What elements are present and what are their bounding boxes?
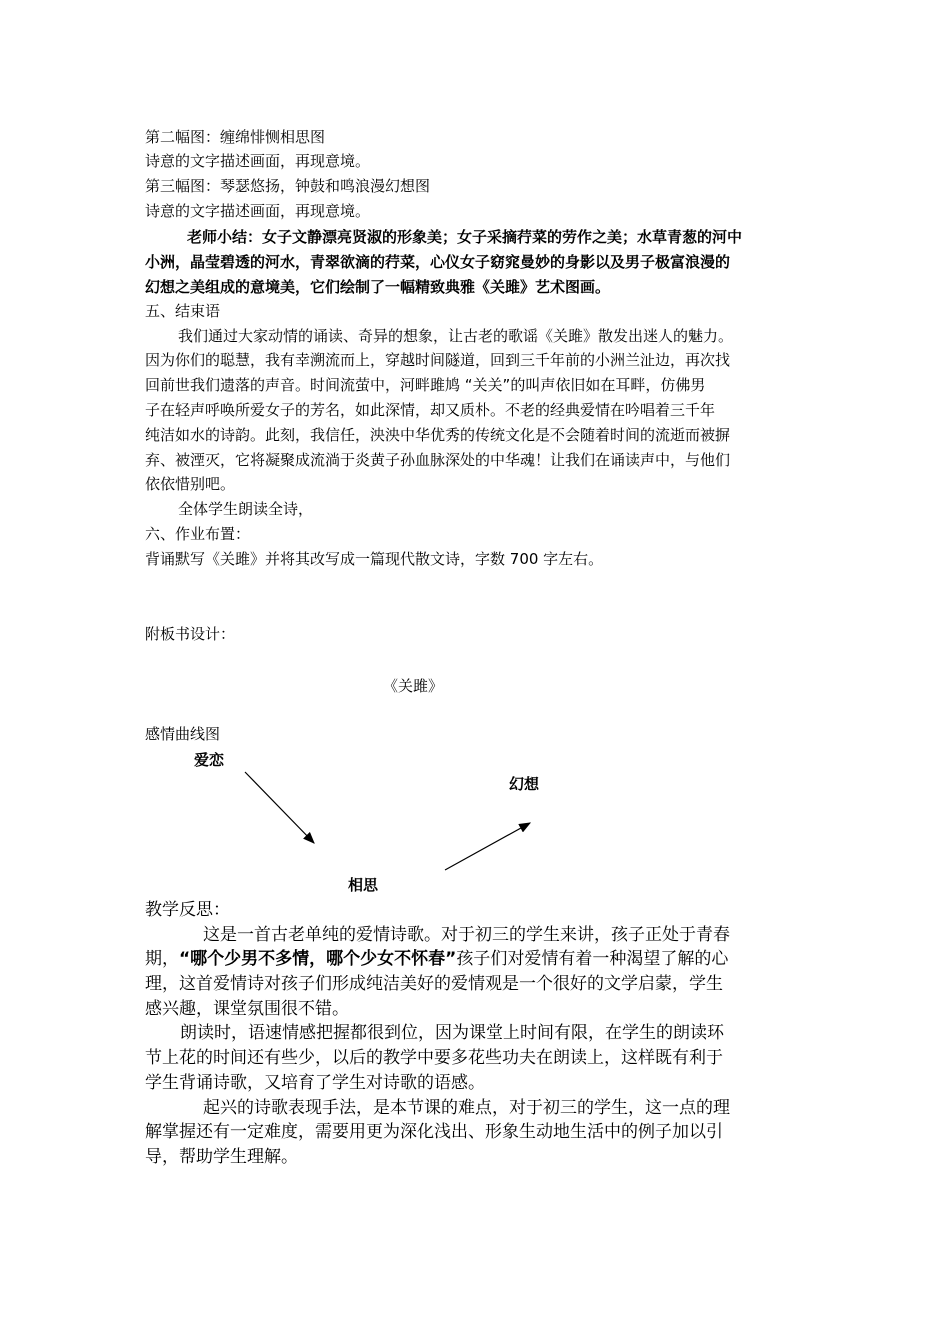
reflection-p1-line-3: 理，这首爱情诗对孩子们形成纯洁美好的爱情观是一个很好的文学启蒙，学生 (145, 974, 723, 994)
node-longing: 相思 (348, 876, 379, 894)
reflection-heading: 教学反思： (145, 900, 230, 920)
board-heading: 附板书设计： (145, 625, 236, 643)
closing-line-5: 纯洁如水的诗韵。此刻，我信任，泱泱中华优秀的传统文化是不会随着时间的流逝而被摒 (145, 426, 731, 444)
reflection-p3-line-2: 解掌握还有一定难度，需要用更为深化浅出、形象生动地生活中的例子加以引 (145, 1122, 723, 1142)
curve-label: 感情曲线图 (145, 725, 221, 743)
reflection-p1-line-4: 感兴趣，课堂氛围很不错。 (145, 999, 349, 1019)
summary-line-1: 老师小结：女子文静漂亮贤淑的形象美；女子采摘荇菜的劳作之美；水草青葱的河中 (187, 228, 743, 246)
pic2-desc: 诗意的文字描述画面，再现意境。 (145, 152, 371, 170)
arrow-down (245, 772, 314, 843)
reflection-p3-line-1: 起兴的诗歌表现手法，是本节课的难点，对于初三的学生，这一点的理 (203, 1098, 730, 1118)
node-fantasy: 幻想 (509, 775, 540, 793)
board-title: 《关雎》 (383, 677, 444, 695)
node-love: 爱恋 (194, 751, 225, 769)
pic2-title: 第二幅图：缠绵悱恻相思图 (145, 128, 326, 146)
pic3-desc: 诗意的文字描述画面，再现意境。 (145, 202, 371, 220)
reflection-p3-line-3: 导，帮助学生理解。 (145, 1147, 298, 1167)
reflection-quote: “哪个少男不多情，哪个少女不怀春” (179, 949, 457, 969)
pic3-title: 第三幅图：琴瑟悠扬，钟鼓和鸣浪漫幻想图 (145, 177, 431, 195)
homework-text: 背诵默写《关雎》并将其改写成一篇现代散文诗，字数 700 字左右。 (145, 550, 604, 568)
arrow-up (445, 823, 530, 870)
summary-line-3: 幻想之美组成的意境美，它们绘制了一幅精致典雅《关雎》艺术图画。 (145, 278, 611, 296)
homework-heading: 六、作业布置： (145, 525, 251, 543)
reflection-p2-line-1: 朗读时，语速情感把握都很到位，因为课堂上时间有限，在学生的朗读环 (180, 1023, 724, 1043)
closing-line-1: 我们通过大家动情的诵读、奇异的想象，让古老的歌谣《关雎》散发出迷人的魅力。 (178, 327, 734, 345)
reflection-p1-post: 孩子们对爱情有着一种渴望了解的心 (456, 949, 729, 969)
closing-line-2: 因为你们的聪慧，我有幸溯流而上，穿越时间隧道，回到三千年前的小洲兰沚边，再次找 (145, 351, 731, 369)
read-all-text: 全体学生朗读全诗， (178, 500, 314, 518)
closing-line-6: 弃、被湮灭，它将凝聚成流淌于炎黄子孙血脉深处的中华魂！让我们在诵读声中，与他们 (145, 451, 731, 469)
reflection-p1-line-1: 这是一首古老单纯的爱情诗歌。对于初三的学生来讲，孩子正处于青春 (203, 925, 730, 945)
closing-heading: 五、结束语 (145, 302, 221, 320)
closing-line-4: 子在轻声呼唤所爱女子的芳名，如此深情，却又质朴。不老的经典爱情在吟唱着三千年 (145, 401, 716, 419)
reflection-p1-line-2 (145, 947, 728, 972)
closing-line-7: 依依惜别吧。 (145, 475, 236, 493)
summary-line-2: 小洲，晶莹碧透的河水，青翠欲滴的荇菜，心仪女子窈窕曼妙的身影以及男子极富浪漫的 (145, 253, 731, 271)
reflection-p2-line-3: 学生背诵诗歌，又培育了学生对诗歌的语感。 (145, 1073, 485, 1093)
reflection-p1-pre: 期， (145, 949, 179, 969)
closing-line-3: 回前世我们遗落的声音。时间流萤中，河畔雎鸠 “关关”的叫声依旧如在耳畔，仿佛男 (145, 376, 706, 394)
reflection-p2-line-2: 节上花的时间还有些少，以后的教学中要多花些功夫在朗读上，这样既有利于 (145, 1048, 723, 1068)
